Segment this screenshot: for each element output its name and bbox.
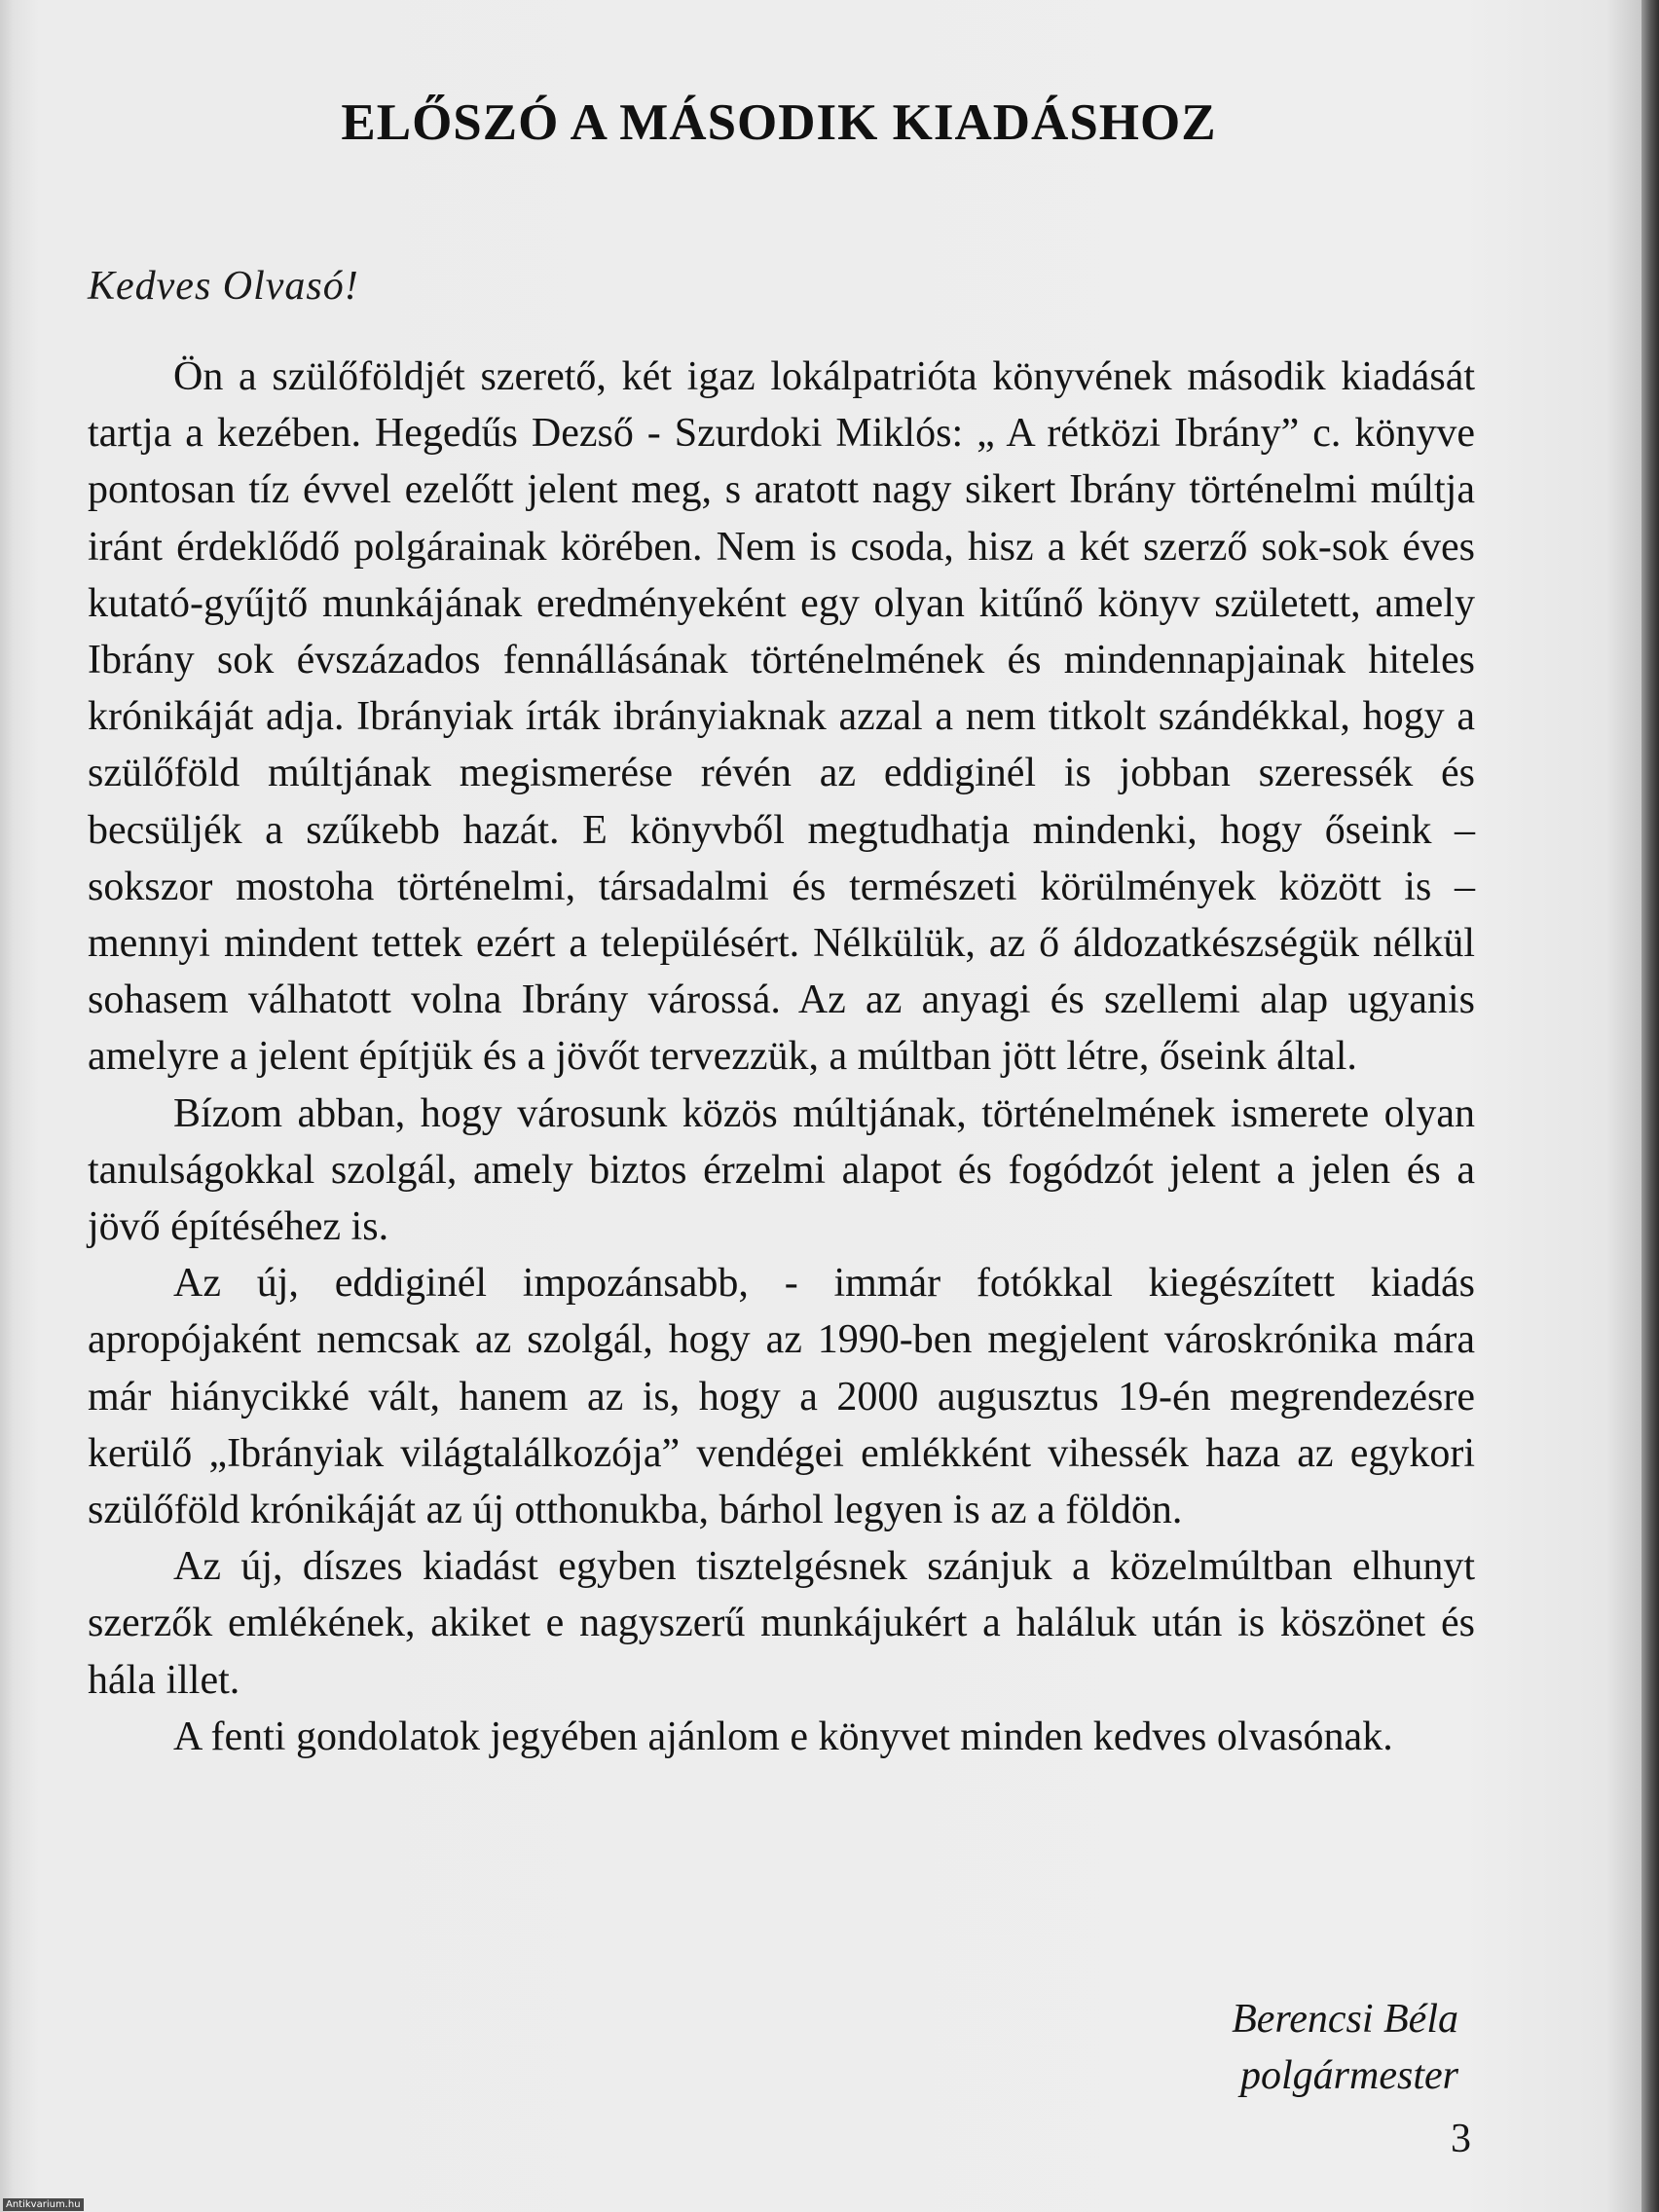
paragraph: Ön a szülőföldjét szerető, két igaz lokálpatrióta könyvének második kiadását tartja a kezében. Hegedűs Dezső - Szurdoki Miklós: „ A rétközi Ibrány” c. könyve pontosan tíz évvel ezelőtt jelent meg, s aratott nagy sikert Ibrány történelmi múltja iránt érdeklődő polgárainak körében. Nem is csoda, hisz a két szerző sok-sok éves kutató-gyűjtő munkájának eredményeként egy olyan kitűnő könyv született, amely Ibrány sok évszázados fennállásának történelmének és mindennapjainak hiteles krónikáját adja. Ibrányiak írták ibrányiaknak azzal a nem titkolt szándékkal, hogy a szülőföld múltjának megismerése révén az eddiginél is jobban szeressék és becsüljék a szűkebb hazát. E könyvből megtudhatja mindenki, hogy őseink – sokszor mostoha történelmi, társadalmi és természeti körülmények között is – mennyi mindent tettek ezért a településért. Nélkülük, az ő áldozatkészségük nélkül sohasem válhatott volna Ibrány várossá. Az az anyagi és szellemi alap ugyanis amelyre a jelent építjük és a jövőt tervezzük, a múltban jött létre, őseink által. <box>88 354 1475 1080</box>
watermark: Antikvarium.hu <box>3 2198 84 2211</box>
paragraph: Az új, eddiginél impozánsabb, - immár fotókkal kiegészített kiadás apropójaként nemcsak az szolgál, hogy az 1990-ben megjelent városkrónika mára már hiánycikké vált, hanem az is, hogy a 2000 augusztus 19-én megrendezésre kerülő „Ibrányiak világtalálkozója” vendégei emlékként vihessék haza az egykori szülőföld krónikáját az új otthonukba, bárhol legyen is az a földön. <box>88 1261 1475 1533</box>
page-title: ELŐSZÓ A MÁSODIK KIADÁSHOZ <box>341 94 1217 151</box>
signature <box>1232 1991 1458 2104</box>
salutation: Kedves Olvasó! <box>88 264 359 309</box>
page-edge <box>1641 0 1659 2212</box>
page-number: 3 <box>1451 2117 1471 2161</box>
paragraph: Az új, díszes kiadást egyben tisztelgésnek szánjuk a közelmúltban elhunyt szerzők emlékének, akiket e nagyszerű munkájukért a haláluk után is köszönet és hála illet. <box>88 1544 1475 1703</box>
paragraph: A fenti gondolatok jegyében ajánlom e könyvet minden kedves olvasónak. <box>173 1714 1393 1759</box>
body-text <box>88 349 1475 1765</box>
paragraph: Bízom abban, hogy városunk közös múltjának, történelmének ismerete olyan tanulságokkal szolgál, amely biztos érzelmi alapot és fogódzót jelent a jelen és a jövő építéséhez is. <box>88 1090 1475 1250</box>
signature-name: Berencsi Béla <box>1232 1997 1458 2042</box>
signature-role: polgármester <box>1240 2053 1458 2098</box>
